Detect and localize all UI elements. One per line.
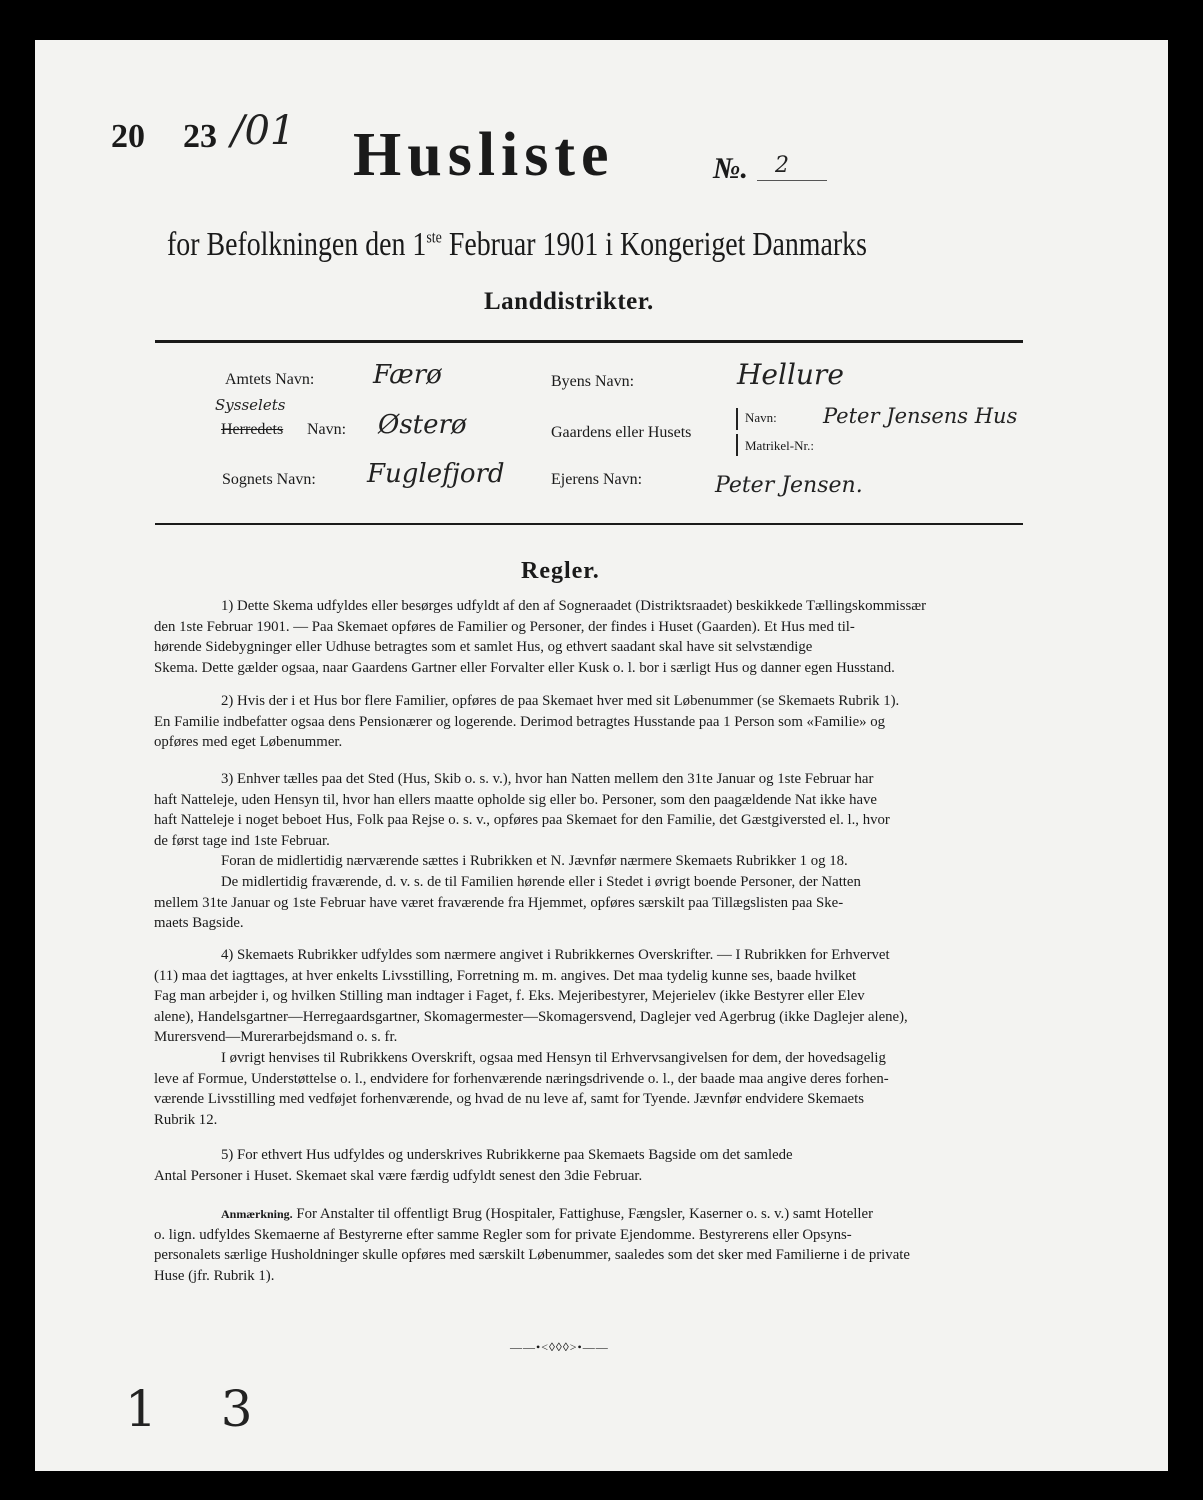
matrikel-label: Matrikel-Nr.: (745, 438, 814, 453)
amt-label: Amtets Navn: (225, 371, 315, 388)
remark: Anmærkning. For Anstalter til offentligt Brug (Hospitaler, Fattighuse, Fængsler, Kaserner o. s. v.) samt Hoteller o. lign. udfyldes Skemaerne af Bestyrerne efter samme Regler som for private Ejendomme. Bestyrerens eller Opsyns- personalets særlige Husholdninger skulle opføres med særskilt Løbenummer, saaledes som det sker med Familierne i de private Huse (jfr. Rubrik 1). (154, 1206, 910, 1284)
form-code-left: 20 (111, 118, 145, 155)
ornament-divider: ——•<◊◊◊>•—— (510, 1340, 609, 1354)
brace-top (736, 408, 738, 430)
form-code-mid: 23 (183, 118, 217, 155)
rule-3: 3) Enhver tælles paa det Sted (Hus, Skib o. s. v.), hvor han Natten mellem den 31te Januar og 1ste Februar har haft Natteleje, uden Hensyn til, hvor han ellers maatte opholde sig eller bo. Personer, som den paagældende Nat ikke have haft Natteleje i noget beboet Hus, Folk paa Rejse o. s. v., opføres paa Skemaet for den Familie, det Gæstgiversted el. l., hvor de først tage ind 1ste Februar. Foran de midlertidig nærværende sættes i Rubrikken et N. Jævnfør nærmere Skemaets Rubrikker 1 og 18. De midlertidig fraværende, d. v. s. de til Familien hørende eller i Stedet i øvrigt boende Personer, der Natten mellem 31te Januar og 1ste Februar have været fraværende fra Hjemmet, opføres særskilt paa Tillægslisten paa Ske- maets Bagside. (154, 771, 890, 932)
fields-divider (155, 523, 1023, 525)
sogn-value-handwritten: Fuglefjord (367, 459, 505, 489)
rule-4: 4) Skemaets Rubrikker udfyldes som nærmere angivet i Rubrikkernes Overskrifter. — I Rubrikken for Erhvervet (11) maa det iagttages, at hver enkelts Livsstilling, Forretning m. m. angives. Det maa tydelig kunne ses, baade hvilket Fag man arbejder i, og hvilken Stilling man indtager i Faget, f. Eks. Mejeribestyrer, Mejerielev (ikke Bestyrer eller Elev alene), Handelsgartner—Herregaardsgartner, Skomagermester—Skomagersvend, Daglejer ved Agerbrug (ikke Daglejer alene), Murersvend—Murerarbejdsmand o. s. fr. I øvrigt henvises til Rubrikkens Overskrift, ogsaa med Hensyn til Erhvervsangivelsen for dem, der hovedsagelig leve af Formue, Understøttelse o. l., endvidere for forhenværende næringsdrivende o. l., der baade maa angive deres forhen- værende Livsstilling med vedføjet forhenværende, og hvad de nu leve af, samt for Tyende. Jævnfør endvidere Skemaets Rubrik 12. (154, 947, 908, 1128)
page-mark-handwritten: 1 3 (125, 1380, 277, 1438)
rules-title: Regler. (521, 558, 600, 584)
rule-2: 2) Hvis der i et Hus bor flere Familier, opføres de paa Skemaet hver med sit Løbenummer (se Skemaets Rubrik 1). En Familie indbefatter ogsaa dens Pensionærer og logerende. Derimod betragtes Husstande paa 1 Person som «Familie» og opføres med eget Løbenummer. (154, 693, 900, 751)
subtitle: for Befolkningen den 1ste Februar 1901 i Kongeriget Danmarks (167, 226, 867, 263)
navn-label: Navn: (745, 410, 777, 425)
list-number-handwritten: 2 (775, 153, 789, 178)
census-form-page (35, 40, 1168, 1471)
herred-label-suffix: Navn: (307, 421, 347, 438)
number-mark: №. (713, 152, 748, 185)
by-label: Byens Navn: (551, 373, 635, 390)
number-underline (757, 180, 827, 181)
sysselets-handwritten: Sysselets (215, 396, 286, 414)
rule-5: 5) For ethvert Hus udfyldes og underskrives Rubrikkerne paa Skemaets Bagside om det samlede Antal Personer i Huset. Skemaet skal være færdig udfyldt senest den 3die Februar. (154, 1147, 793, 1184)
brace-bottom (736, 434, 738, 456)
herred-label-struck: Herredets (221, 421, 284, 438)
amt-value-handwritten: Færø (373, 360, 442, 390)
page-title: Husliste (353, 121, 615, 189)
district-label: Landdistrikter. (484, 288, 654, 315)
house-name-handwritten: Peter Jensens Hus (823, 404, 1018, 428)
owner-name-handwritten: Peter Jensen. (715, 473, 863, 498)
gaard-label: Gaardens eller Husets (551, 424, 692, 441)
form-code-handwritten: /01 (231, 108, 296, 154)
by-value-handwritten: Hellure (737, 358, 844, 391)
ejer-label: Ejerens Navn: (551, 471, 643, 488)
top-divider (155, 340, 1023, 343)
rule-1: 1) Dette Skema udfyldes eller besørges udfyldt af den af Sogneraadet (Distriktsraadet) beskikkede Tællingskommissær den 1ste Februar 1901. — Paa Skemaet opføres de Familier og Personer, der findes i Huset (Gaarden). Et Hus med til- hørende Sidebygninger eller Udhuse betragtes som et samlet Hus, og ethvert saadant skal have sit selvstændige Skema. Dette gælder ogsaa, naar Gaardens Gartner eller Forvalter eller Kusk o. l. bor i særligt Hus og danner egen Husstand. (154, 598, 927, 676)
herred-value-handwritten: Østerø (378, 410, 467, 440)
sogn-label: Sognets Navn: (222, 471, 316, 488)
